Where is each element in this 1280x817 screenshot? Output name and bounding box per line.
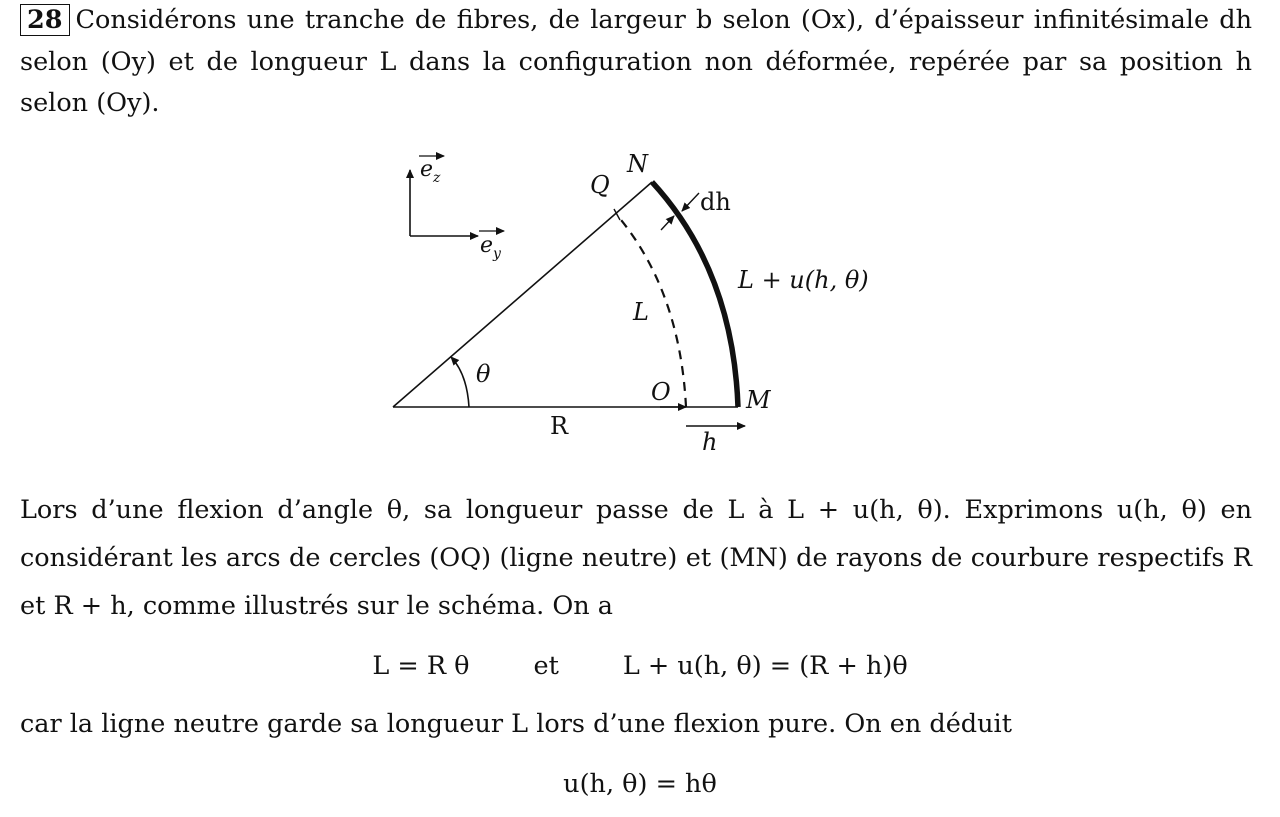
equation-right: L + u(h, θ) = (R + h)θ: [622, 651, 908, 681]
ey-label: [479, 231, 504, 262]
svg-text:e: e: [480, 233, 494, 258]
label-R: R: [550, 412, 569, 440]
label-dh: dh: [700, 188, 731, 216]
label-L: L: [633, 298, 649, 326]
label-O: O: [651, 378, 671, 406]
svg-text:e: e: [420, 157, 434, 182]
svg-text:y: y: [493, 246, 501, 262]
equation-result: u(h, θ) = hθ: [563, 769, 717, 799]
ez-label: [419, 156, 444, 186]
theta-angle-arc: [451, 357, 469, 407]
label-M: M: [746, 386, 771, 414]
question-text: Considérons une tranche de fibres, de largeur b selon (Ox), d’épaisseur infinitésimale dh selon (Oy) et de longueur L dans la configuration non déformée, repérée par sa position h selon (Oy).: [20, 5, 1252, 118]
label-theta: θ: [476, 360, 491, 388]
label-N: N: [627, 150, 648, 178]
label-arc-outer: L + u(h, θ): [738, 266, 869, 294]
dh-arrow-inner: [661, 216, 674, 230]
equation-connector: et: [533, 651, 559, 681]
equation-left: L = R θ: [372, 651, 470, 681]
dh-arrow-outer: [682, 193, 699, 211]
question-number: 28: [20, 4, 70, 36]
equation-relations: [0, 648, 1280, 684]
inclined-radius-line: [393, 182, 652, 407]
conclusion-paragraph: car la ligne neutre garde sa longueur L lors d’une flexion pure. On en déduit: [20, 709, 1012, 739]
svg-text:z: z: [433, 170, 441, 186]
explanation-paragraph: Lors d’une flexion d’angle θ, sa longueur passe de L à L + u(h, θ). Exprimons u(h, θ) en considérant les arcs de cercles (OQ) (ligne neutre) et (MN) de rayons de courbure respectifs R et R + h, comme illustrés sur le schéma. On a: [20, 495, 1252, 621]
label-Q: Q: [590, 171, 610, 199]
label-h: h: [702, 428, 718, 456]
